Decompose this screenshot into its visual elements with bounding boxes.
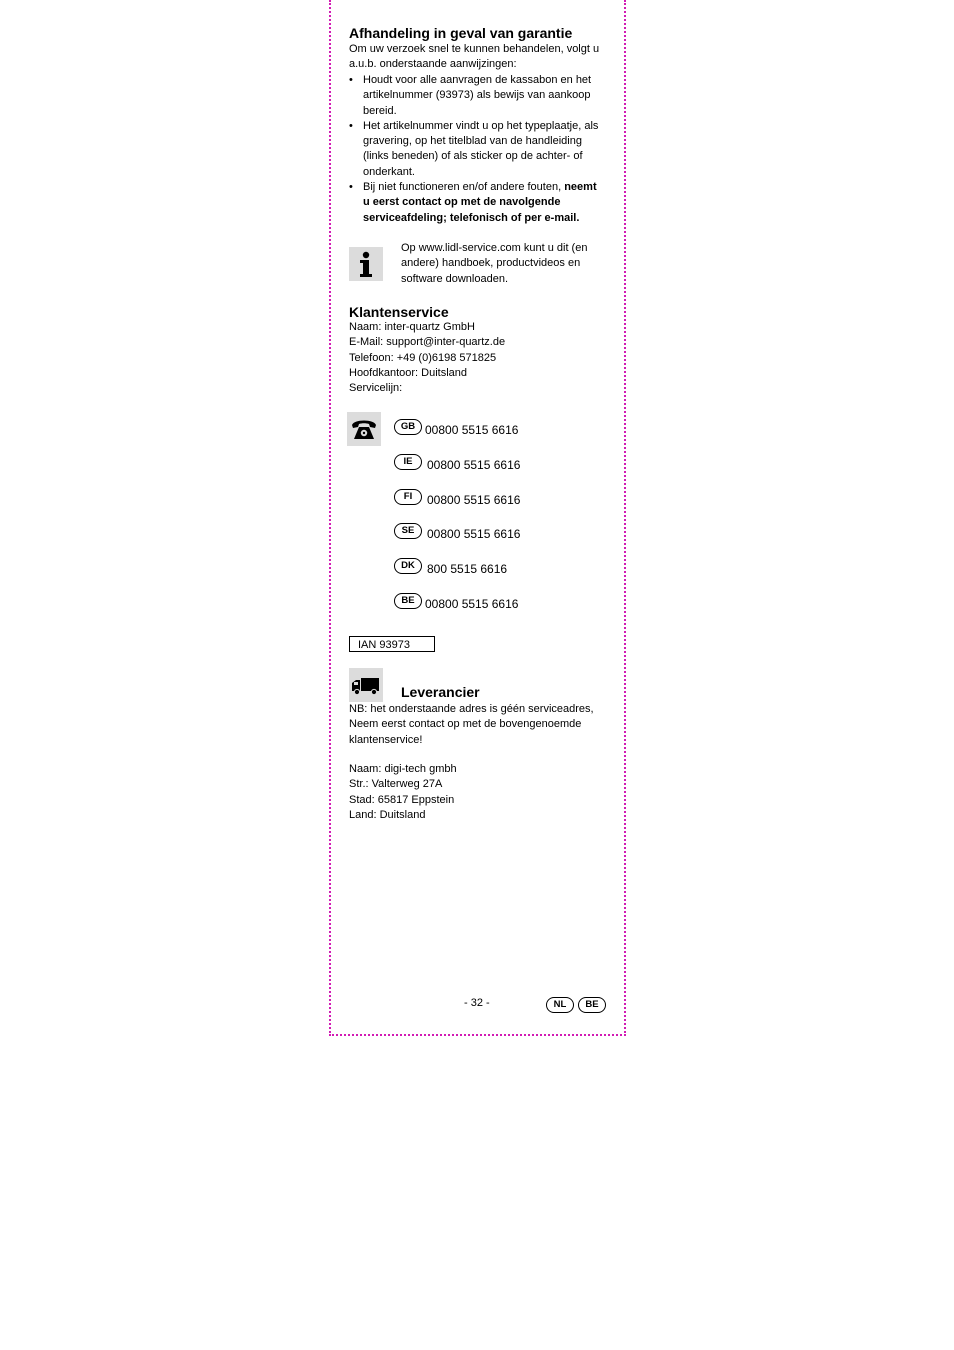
warranty-bullet-list [349, 73, 598, 226]
phone-number-dk: 800 5515 6616 [427, 562, 508, 576]
supplier-note: NB: het onderstaande adres is géén serviceadres, Neem eerst contact op met de bovengenoemde klantenservice! [349, 703, 594, 746]
info-icon [349, 247, 383, 281]
country-badge-ie: IE [394, 454, 422, 470]
phone-number-se: 00800 5515 6616 [427, 527, 521, 541]
list-item: • Houdt voor alle aanvragen de kassabon en het artikelnummer (93973) als bewijs van aankoop bereid. [349, 73, 598, 119]
phone-number-ie: 00800 5515 6616 [427, 458, 521, 472]
country-badge-be: BE [394, 593, 422, 609]
list-item: • Het artikelnummer vindt u op het typeplaatje, als gravering, op het titelblad van de handleiding (links beneden) of als sticker op de achter- of onderkant. [349, 119, 598, 180]
phone-number-gb: 00800 5515 6616 [425, 423, 519, 437]
manual-page [329, 0, 626, 1036]
customer-service-details: Naam: inter-quartz GmbH E-Mail: support@inter-quartz.de Telefoon: +49 (0)6198 571825 Hoofdkantoor: Duitsland Servicelijn: [349, 321, 506, 395]
truck-icon [349, 668, 383, 702]
list-item: • Bij niet functioneren en/of andere fouten, neemt u eerst contact op met de navolgende serviceafdeling; telefonisch of per e-mail. [349, 180, 598, 226]
language-badge-be: BE [578, 997, 606, 1013]
country-badge-fi: FI [394, 489, 422, 505]
phone-number-fi: 00800 5515 6616 [427, 493, 521, 507]
info-text: Op www.lidl-service.com kunt u dit (en andere) handboek, productvideos en software downloaden. [401, 242, 588, 285]
warranty-heading: Afhandeling in geval van garantie [349, 25, 573, 41]
customer-service-heading: Klantenservice [349, 304, 449, 320]
country-badge-se: SE [394, 523, 422, 539]
ian-box: IAN 93973 [349, 636, 435, 652]
phone-number-be: 00800 5515 6616 [425, 597, 519, 611]
supplier-heading: Leverancier [401, 684, 480, 700]
warranty-intro: Om uw verzoek snel te kunnen behandelen, volgt u a.u.b. onderstaande aanwijzingen: [349, 43, 600, 71]
telephone-icon [347, 412, 381, 446]
page-number: - 32 - [464, 997, 490, 1009]
country-badge-gb: GB [394, 419, 422, 435]
supplier-address: Naam: digi-tech gmbh Str.: Valterweg 27A Stad: 65817 Eppstein Land: Duitsland [349, 763, 457, 821]
country-badge-dk: DK [394, 558, 422, 574]
language-badge-nl: NL [546, 997, 574, 1013]
